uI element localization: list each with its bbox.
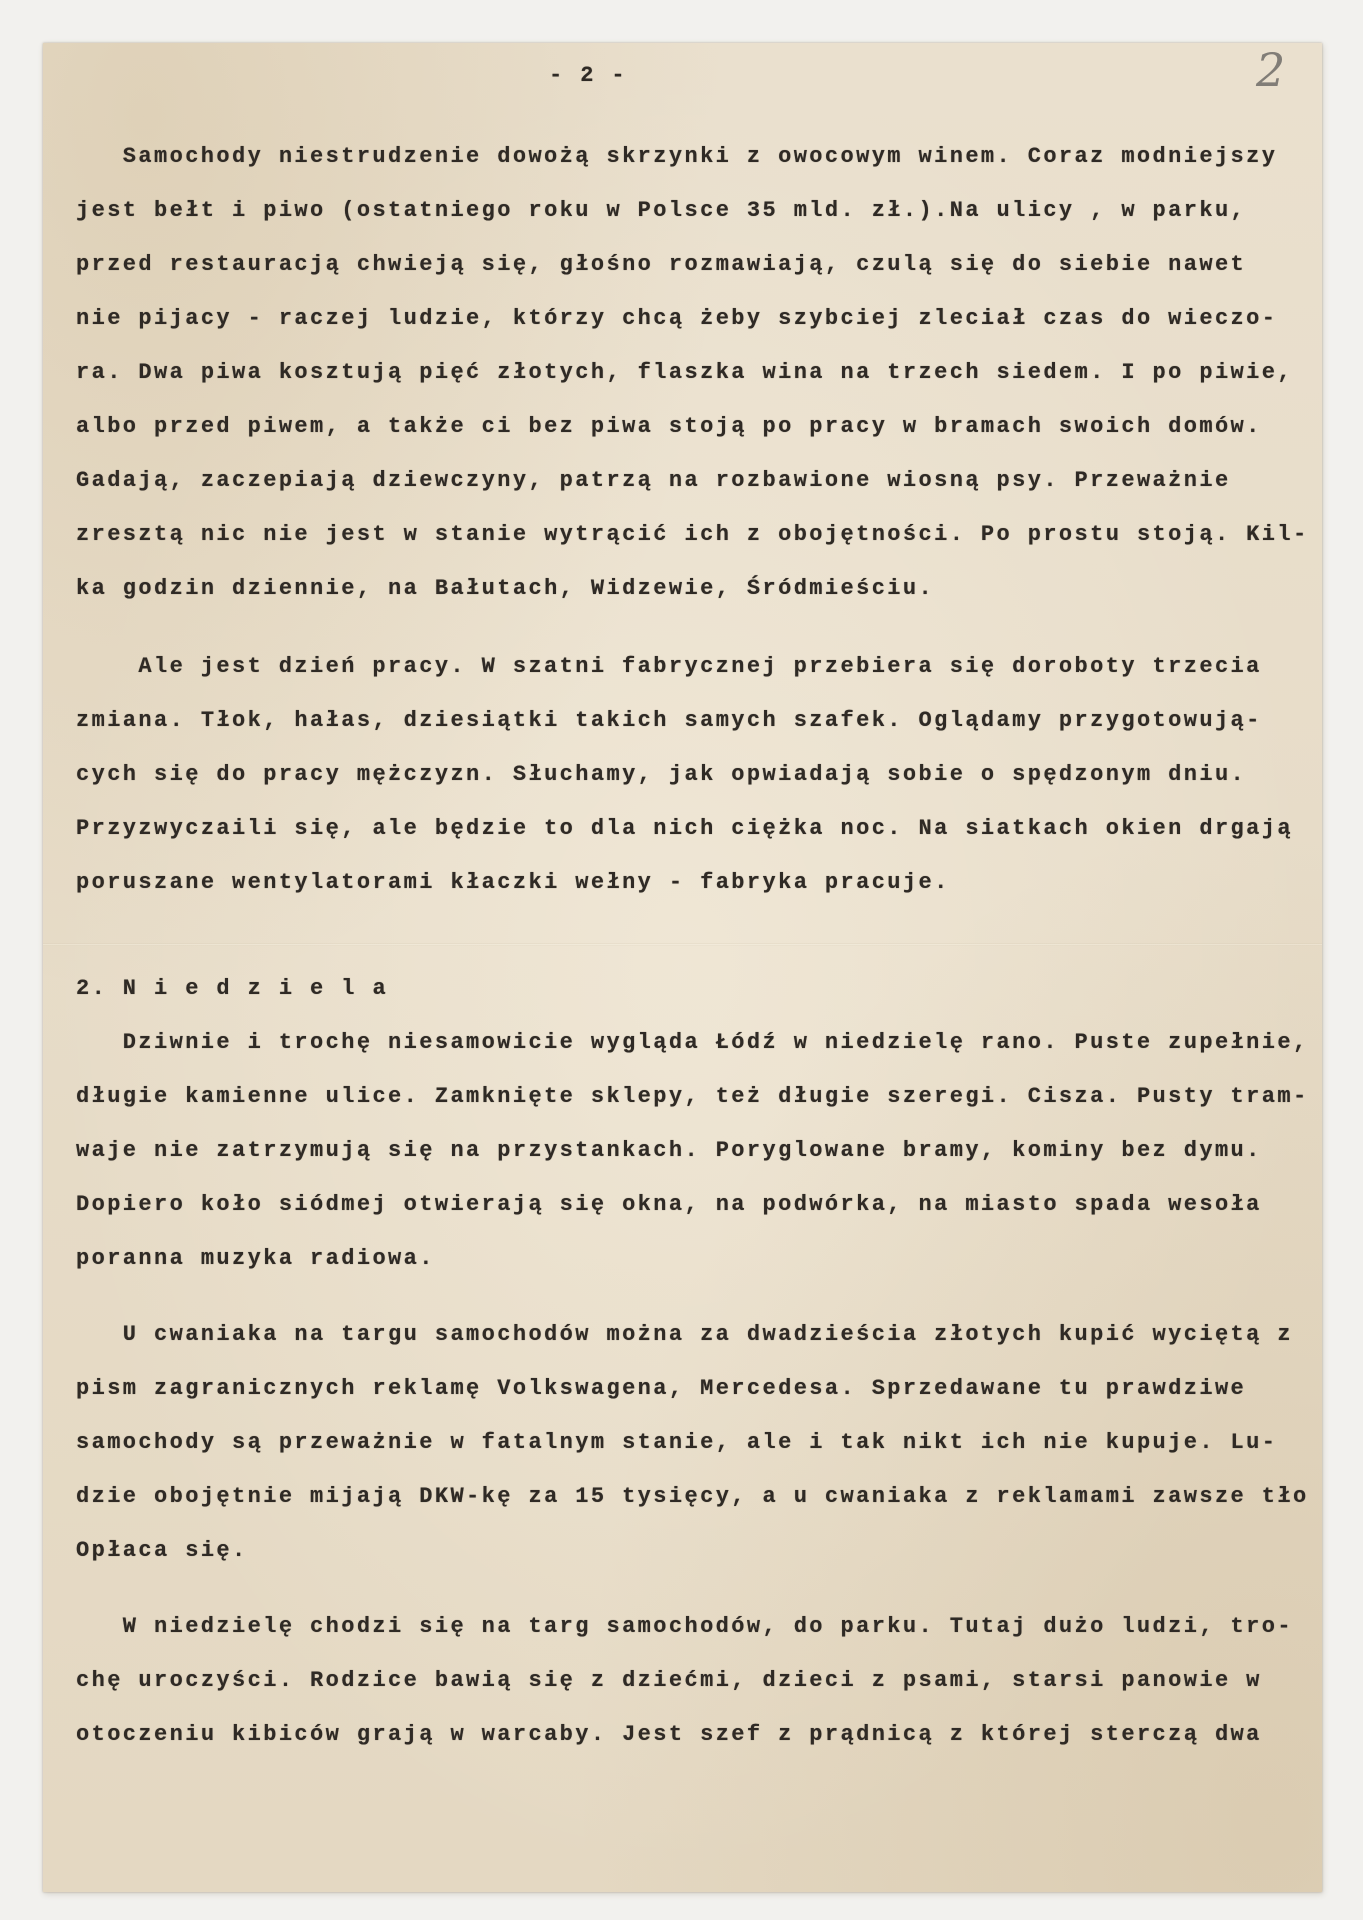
paragraph-sunday-park: [76, 1600, 1316, 1762]
text-line: zmiana. Tłok, hałas, dziesiątki takich samych szafek. Oglądamy przygotowują-: [76, 708, 1262, 733]
document-body: [76, 130, 1316, 1762]
text-line: długie kamienne ulice. Zamknięte sklepy, też długie szeregi. Cisza. Pusty tram-: [76, 1084, 1309, 1109]
handwritten-page-number: 2: [1256, 43, 1286, 97]
text-line: waje nie zatrzymują się na przystankach. Poryglowane bramy, kominy bez dymu.: [76, 1138, 1262, 1163]
text-line: otoczeniu kibiców grają w warcaby. Jest szef z prądnicą z której sterczą dwa: [76, 1722, 1262, 1747]
typed-page-number: - 2 -: [549, 63, 628, 88]
text-line: przed restauracją chwieją się, głośno rozmawiają, czulą się do siebie nawet: [76, 252, 1247, 277]
text-line: Gadają, zaczepiają dziewczyny, patrzą na rozbawione wiosną psy. Przeważnie: [76, 468, 1231, 493]
text-line: dzie obojętnie mijają DKW-kę za 15 tysięcy, a u cwaniaka z reklamami zawsze tło: [76, 1484, 1309, 1509]
typewritten-page: [43, 43, 1322, 1892]
text-line: jest bełt i piwo (ostatniego roku w Polsce 35 mld. zł.).Na ulicy , w parku,: [76, 198, 1247, 223]
text-line: Dziwnie i trochę niesamowicie wygląda Łódź w niedzielę rano. Puste zupełnie,: [122, 1030, 1309, 1055]
text-line: Samochody niestrudzenie dowożą skrzynki z owocowym winem. Coraz modniejszy: [122, 144, 1278, 169]
text-line: nie pijacy - raczej ludzie, którzy chcą żeby szybciej zleciał czas do wieczo-: [76, 306, 1278, 331]
text-line: ka godzin dziennie, na Bałutach, Widzewie, Śródmieściu.: [76, 576, 935, 601]
section-heading: 2. N i e d z i e l a: [76, 976, 389, 1001]
text-line: poruszane wentylatorami kłaczki wełny - fabryka pracuje.: [76, 870, 950, 895]
paragraph-sunday-morning: [76, 1016, 1316, 1286]
paragraph-street-drinking: [76, 130, 1316, 616]
text-line: Dopiero koło siódmej otwierają się okna, na podwórka, na miasto spada wesoła: [76, 1192, 1262, 1217]
text-line: zresztą nic nie jest w stanie wytrącić ich z obojętności. Po prostu stoją. Kil-: [76, 522, 1309, 547]
text-line: samochody są przeważnie w fatalnym stanie, ale i tak nikt ich nie kupuje. Lu-: [76, 1430, 1278, 1455]
text-line: Przyzwyczaili się, ale będzie to dla nich ciężka noc. Na siatkach okien drgają: [76, 816, 1293, 841]
paragraph-work-day: [76, 640, 1316, 910]
paragraph-car-market: [76, 1308, 1316, 1578]
text-line: Ale jest dzień pracy. W szatni fabrycznej przebiera się doroboty trzecia: [138, 654, 1262, 679]
text-line: cych się do pracy mężczyzn. Słuchamy, jak opwiadają sobie o spędzonym dniu.: [76, 762, 1247, 787]
text-line: W niedzielę chodzi się na targ samochodów, do parku. Tutaj dużo ludzi, tro-: [122, 1614, 1293, 1639]
text-line: pism zagranicznych reklamę Volkswagena, Mercedesa. Sprzedawane tu prawdziwe: [76, 1376, 1247, 1401]
text-line: poranna muzyka radiowa.: [76, 1246, 435, 1271]
text-line: ra. Dwa piwa kosztują pięć złotych, flaszka wina na trzech siedem. I po piwie,: [76, 360, 1293, 385]
text-line: albo przed piwem, a także ci bez piwa stoją po pracy w bramach swoich domów.: [76, 414, 1262, 439]
text-line: U cwaniaka na targu samochodów można za dwadzieścia złotych kupić wyciętą z: [122, 1322, 1293, 1347]
text-line: Opłaca się.: [76, 1538, 248, 1563]
text-line: chę uroczyści. Rodzice bawią się z dziećmi, dzieci z psami, starsi panowie w: [76, 1668, 1262, 1693]
